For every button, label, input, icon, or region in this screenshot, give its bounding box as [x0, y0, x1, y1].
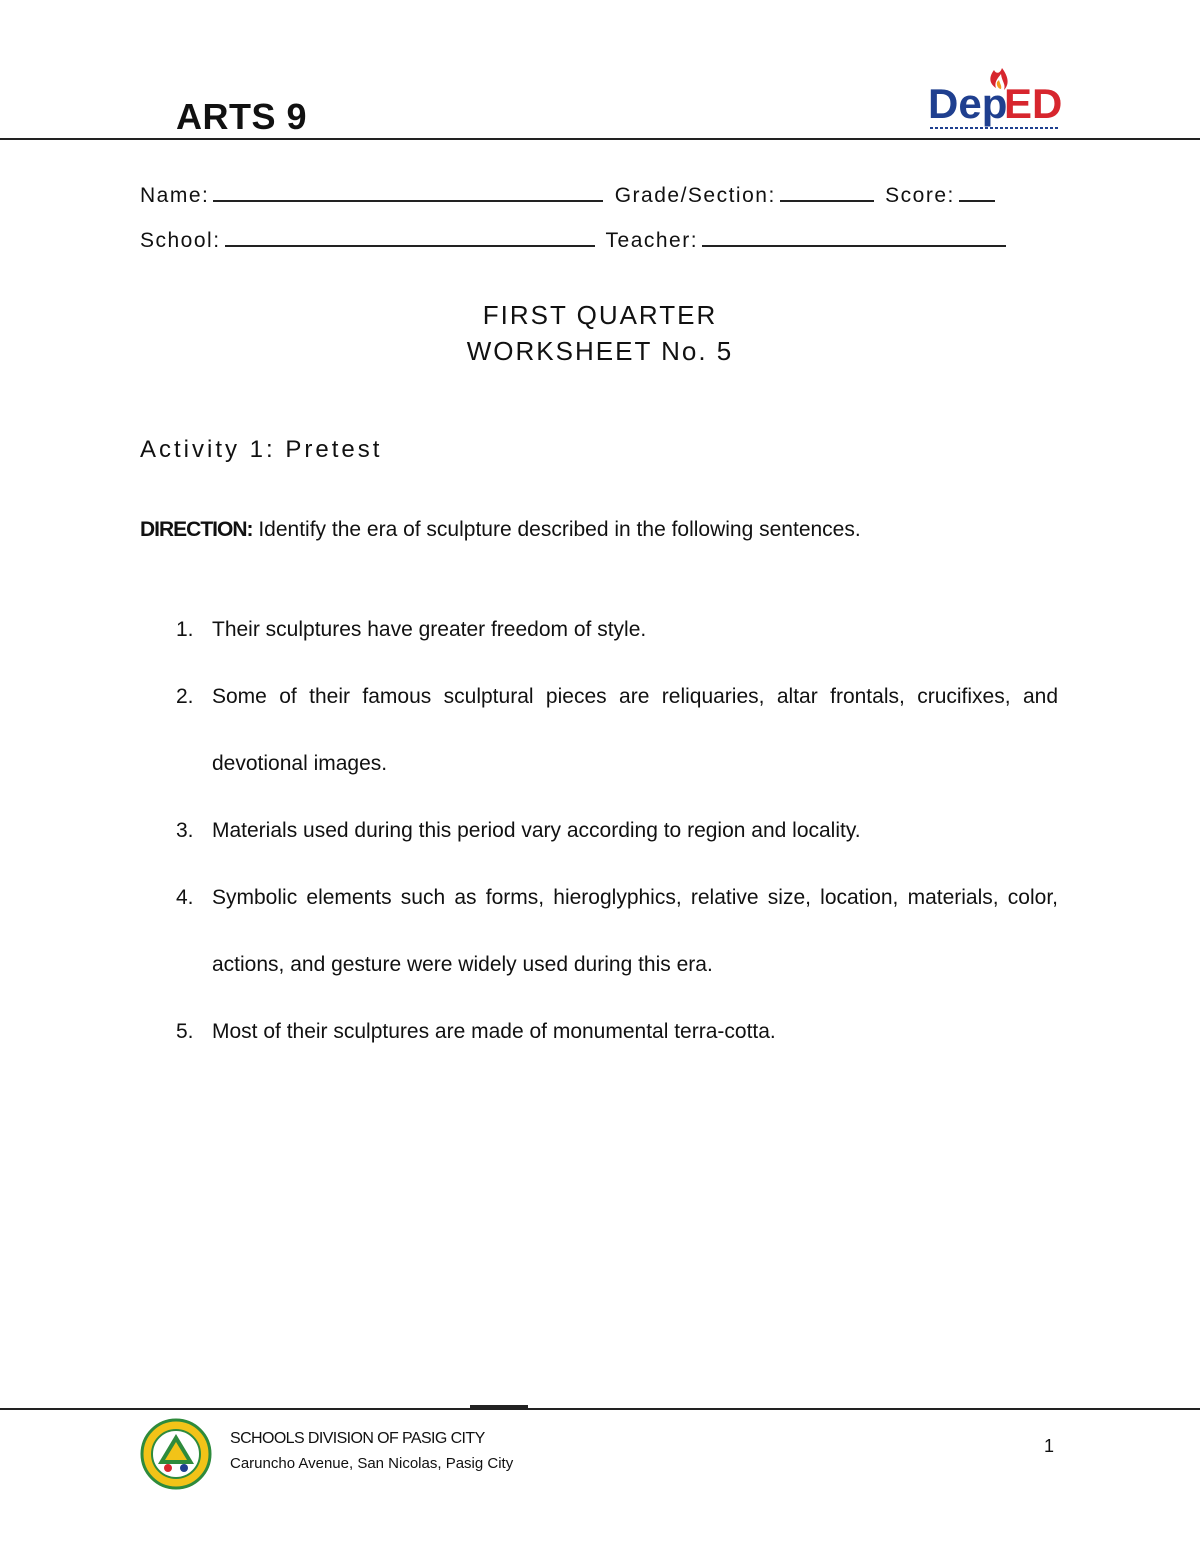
bottom-rule-mark — [470, 1405, 528, 1409]
question-number: 4. — [176, 886, 194, 909]
page-number: 1 — [1044, 1436, 1055, 1456]
direction-text: Identify the era of sculpture described in the following sentences. — [252, 518, 861, 541]
grade-section-label: Grade/Section: — [614, 184, 776, 207]
question-item — [140, 998, 1058, 1065]
teacher-blank[interactable] — [702, 225, 1006, 247]
svg-text:ED: ED — [1004, 80, 1062, 127]
question-number: 1. — [176, 618, 194, 641]
top-rule — [0, 138, 1200, 140]
question-number: 3. — [176, 819, 194, 842]
score-blank[interactable] — [959, 180, 995, 202]
footer-address: Caruncho Avenue, San Nicolas, Pasig City — [230, 1455, 514, 1472]
school-label: School: — [140, 229, 221, 252]
score-label: Score: — [885, 184, 955, 207]
question-text: Their sculptures have greater freedom of style. — [212, 618, 647, 641]
name-blank[interactable] — [213, 180, 603, 202]
svg-text:Dep: Dep — [928, 80, 1008, 127]
question-text: Symbolic elements such as forms, hieroglyphics, relative size, location, materials, color, actions, and gesture were widely used during this era. — [212, 886, 1058, 976]
question-item — [140, 596, 1058, 663]
grade-section-blank[interactable] — [780, 180, 874, 202]
subject-title: ARTS 9 — [176, 96, 308, 137]
question-text: Most of their sculptures are made of monumental terra-cotta. — [212, 1020, 776, 1043]
activity-heading: Activity 1: Pretest — [140, 436, 383, 463]
worksheet-title: WORKSHEET No. 5 — [466, 336, 734, 366]
name-label: Name: — [140, 184, 210, 207]
info-row-2 — [140, 225, 1060, 253]
question-number: 5. — [176, 1020, 194, 1043]
question-text: Some of their famous sculptural pieces are reliquaries, altar frontals, crucifixes, and devotional images. — [212, 685, 1058, 775]
school-blank[interactable] — [225, 225, 595, 247]
question-list — [140, 596, 1058, 1065]
question-item — [140, 797, 1058, 864]
direction-line — [140, 518, 861, 542]
direction-label: DIRECTION: — [140, 518, 253, 541]
teacher-label: Teacher: — [605, 229, 699, 252]
question-number: 2. — [176, 685, 194, 708]
footer-division: SCHOOLS DIVISION OF PASIG CITY — [230, 1430, 485, 1447]
quarter-title: FIRST QUARTER — [482, 300, 718, 330]
question-text: Materials used during this period vary according to region and locality. — [212, 819, 861, 842]
info-row-1 — [140, 180, 1060, 208]
bottom-rule — [0, 1408, 1200, 1410]
division-seal — [140, 1418, 212, 1490]
question-item — [140, 663, 1058, 797]
deped-logo — [922, 62, 1062, 134]
question-item — [140, 864, 1058, 998]
